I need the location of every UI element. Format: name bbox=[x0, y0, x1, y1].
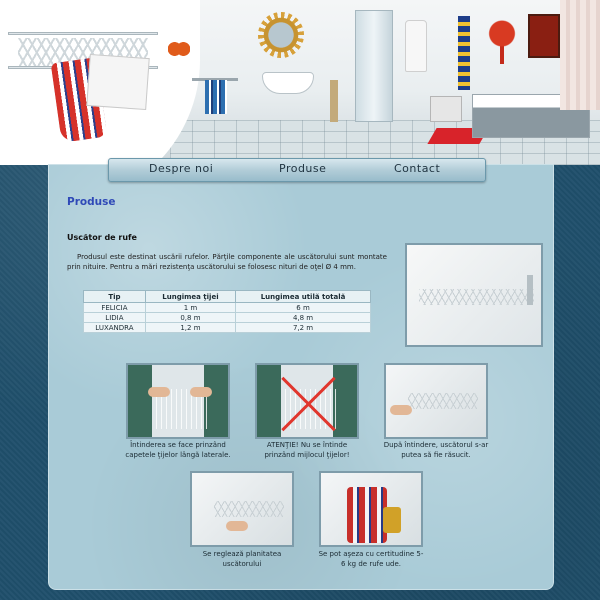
table-cell: 1 m bbox=[145, 303, 235, 313]
table-cell: LUXANDRA bbox=[84, 323, 146, 333]
sun-mirror-icon bbox=[258, 12, 304, 58]
table-row bbox=[84, 323, 371, 333]
table-cell: 1,2 m bbox=[145, 323, 235, 333]
step-caption-3: După întindere, uscătorul s-ar putea să fie răsucit. bbox=[383, 441, 489, 459]
painting-icon bbox=[528, 14, 560, 58]
warning-cross-icon bbox=[279, 373, 339, 433]
intro-paragraph: Produsul este destinat uscării rufelor. Părţile componente ale uscătorului sunt montate prin nituire. Pentru a mări rezistenţa uscătorului se folosesc nituri de oţel Ø 4 mm. bbox=[67, 253, 387, 271]
nav-despre-noi[interactable]: Despre noi bbox=[149, 162, 214, 175]
step-photo-1 bbox=[126, 363, 230, 439]
nav-contact[interactable]: Contact bbox=[394, 162, 441, 175]
table-header-row bbox=[84, 291, 371, 303]
table-cell: LIDIA bbox=[84, 313, 146, 323]
table-cell: FELICIA bbox=[84, 303, 146, 313]
table-cell: 4,8 m bbox=[236, 313, 371, 323]
white-shirt-illustration bbox=[86, 54, 149, 110]
main-navigation bbox=[108, 158, 486, 182]
shelf-icon bbox=[330, 80, 338, 122]
table-cell: 6 m bbox=[236, 303, 371, 313]
butterfly-icon bbox=[168, 42, 190, 56]
table-header: Lungimea ţijei bbox=[145, 291, 235, 303]
table-row bbox=[84, 303, 371, 313]
table-cell: 0,8 m bbox=[145, 313, 235, 323]
sink-icon bbox=[262, 72, 314, 94]
step-caption-4: Se reglează planitatea uscătorului bbox=[202, 550, 282, 568]
table-cell: 7,2 m bbox=[236, 323, 371, 333]
step-caption-5: Se pot aşeza cu certitudine 5-6 kg de rufe ude. bbox=[318, 550, 424, 568]
bathrobe-icon bbox=[405, 20, 427, 72]
specification-table bbox=[83, 290, 371, 333]
page-title: Produse bbox=[67, 196, 116, 208]
table-row bbox=[84, 313, 371, 323]
step-photo-4 bbox=[190, 471, 294, 547]
towel-stripe-icon bbox=[458, 16, 470, 90]
plant-icon bbox=[488, 16, 516, 66]
step-photo-2 bbox=[255, 363, 359, 439]
table-header: Tip bbox=[84, 291, 146, 303]
stool-icon bbox=[430, 96, 462, 122]
shower-icon bbox=[355, 10, 393, 122]
section-title: Uscător de rufe bbox=[67, 233, 137, 242]
step-caption-1: Întinderea se face prinzând capetele ţijelor lângă laterale. bbox=[125, 441, 231, 459]
towel-icon bbox=[205, 80, 227, 114]
product-photo bbox=[405, 243, 543, 347]
table-header: Lungimea utilă totală bbox=[236, 291, 371, 303]
step-caption-2: ATENŢIE! Nu se întinde prinzând mijlocul ţijelor! bbox=[264, 441, 350, 459]
curtain-icon bbox=[560, 0, 600, 110]
nav-produse[interactable]: Produse bbox=[279, 162, 327, 175]
header-banner bbox=[0, 0, 600, 165]
step-photo-3 bbox=[384, 363, 488, 439]
step-photo-5 bbox=[319, 471, 423, 547]
